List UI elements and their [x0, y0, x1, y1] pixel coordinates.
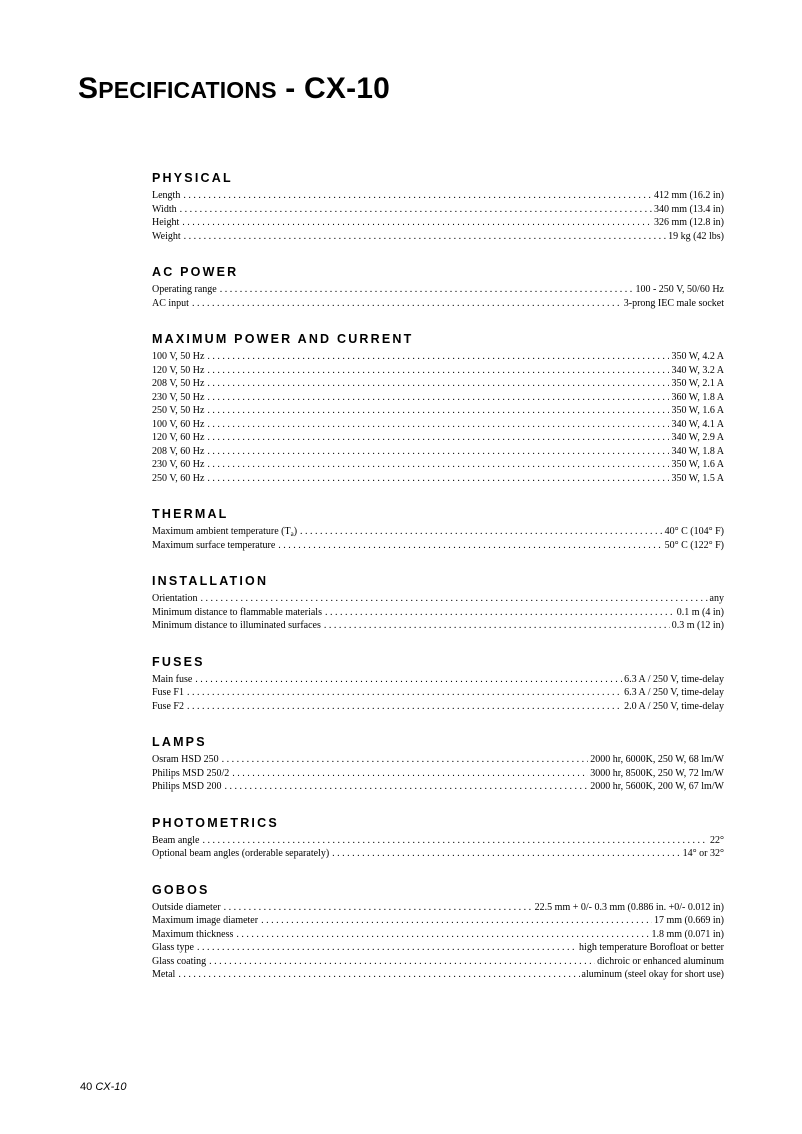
spec-row: [152, 377, 724, 391]
spec-label: Height: [152, 217, 180, 228]
spec-value: 6.3 A / 250 V, time-delay: [624, 673, 724, 685]
title-initial: S: [78, 72, 99, 105]
spec-value: 2000 hr, 5600K, 200 W, 67 lm/W: [590, 781, 724, 792]
spec-row: [152, 619, 724, 633]
spec-row: [152, 350, 724, 364]
spec-value: 350 W, 2.1 A: [671, 378, 724, 389]
spec-value: dichroic or enhanced aluminum: [597, 955, 724, 967]
dot-leader: [207, 418, 669, 432]
spec-row: [152, 780, 724, 794]
dot-leader: [187, 700, 622, 714]
spec-row: [152, 606, 724, 620]
spec-value: 6.3 A / 250 V, time-delay: [624, 687, 724, 698]
spec-label: Length: [152, 190, 181, 201]
spec-row: [152, 901, 724, 915]
spec-value: high temperature Borofloat or better: [579, 942, 724, 953]
spec-row: [152, 968, 724, 982]
spec-row: [152, 189, 724, 203]
spec-value: 350 W, 4.2 A: [671, 351, 724, 362]
dot-leader: [207, 404, 669, 418]
spec-label: Glass type: [152, 942, 194, 953]
section-installation: [152, 573, 724, 633]
spec-row: [152, 767, 724, 781]
dot-leader: [325, 606, 675, 620]
spec-value: 3000 hr, 8500K, 250 W, 72 lm/W: [590, 767, 724, 779]
dot-leader: [209, 955, 595, 969]
dot-leader: [207, 472, 669, 486]
dot-leader: [207, 458, 669, 472]
dot-leader: [222, 753, 589, 767]
spec-row: [152, 230, 724, 244]
spec-row: [152, 472, 724, 486]
spec-row: [152, 847, 724, 861]
spec-value: 340 W, 2.9 A: [671, 432, 724, 443]
section-heading: PHOTOMETRICS: [152, 815, 279, 830]
spec-value: 17 mm (0.669 in): [654, 915, 724, 926]
spec-row: [152, 673, 724, 687]
page-title: [78, 72, 390, 106]
dot-leader: [197, 941, 577, 955]
dot-leader: [207, 350, 669, 364]
spec-value: 40° C (104° F): [664, 526, 724, 537]
spec-value: 1.8 mm (0.071 in): [651, 928, 724, 940]
spec-row: [152, 216, 724, 230]
dot-leader: [224, 780, 588, 794]
spec-label: Fuse F1: [152, 687, 184, 698]
spec-label: Maximum image diameter: [152, 915, 259, 926]
spec-row: [152, 391, 724, 405]
dot-leader: [182, 216, 652, 230]
spec-value: 0.3 m (12 in): [671, 620, 724, 631]
page-number: 40: [80, 1081, 93, 1093]
spec-row: [152, 941, 724, 955]
section-ac-power: [152, 264, 724, 310]
spec-row: [152, 914, 724, 928]
dot-leader: [195, 673, 622, 687]
section-heading: LAMPS: [152, 735, 207, 749]
spec-row: [152, 753, 724, 767]
spec-label: 250 V, 50 Hz: [152, 405, 205, 416]
spec-value: 100 - 250 V, 50/60 Hz: [635, 284, 724, 295]
spec-row: [152, 539, 724, 553]
spec-row: [152, 283, 724, 297]
spec-row: [152, 592, 724, 606]
spec-label: 100 V, 50 Hz: [152, 351, 205, 362]
spec-list: [152, 170, 724, 1003]
dot-leader: [183, 189, 652, 203]
spec-value: 19 kg (42 lbs): [668, 230, 724, 242]
section-heading: GOBOS: [152, 882, 210, 897]
section-physical: [152, 170, 724, 243]
spec-row: [152, 700, 724, 714]
section-thermal: [152, 506, 724, 552]
spec-label: Outside diameter: [152, 901, 221, 913]
title-model: - CX-10: [276, 72, 391, 105]
page-footer: [80, 1081, 127, 1093]
spec-label-end: ): [293, 526, 298, 537]
spec-label: Beam angle: [152, 834, 200, 846]
spec-row: [152, 431, 724, 445]
spec-value: aluminum (steel okay for short use): [581, 969, 724, 980]
spec-label: Fuse F2: [152, 700, 184, 712]
spec-value: 3-prong IEC male socket: [623, 297, 724, 309]
spec-label-text: Maximum ambient temperature (T: [152, 526, 291, 537]
dot-leader: [192, 297, 622, 311]
spec-value: 340 W, 4.1 A: [671, 418, 724, 430]
spec-label: 230 V, 60 Hz: [152, 459, 205, 470]
spec-value: 22.5 mm + 0/- 0.3 mm (0.886 in. +0/- 0.012 in): [534, 901, 724, 913]
section-photometrics: [152, 815, 724, 861]
spec-value: 340 W, 3.2 A: [671, 364, 724, 376]
spec-label: Minimum distance to flammable materials: [152, 606, 322, 618]
spec-label: Maximum surface temperature: [152, 539, 276, 551]
dot-leader: [180, 203, 652, 217]
dot-leader: [178, 968, 579, 982]
spec-value: 350 W, 1.6 A: [671, 405, 724, 416]
dot-leader: [332, 847, 681, 861]
dot-leader: [187, 686, 622, 700]
spec-label: 230 V, 50 Hz: [152, 391, 205, 403]
spec-label: Weight: [152, 230, 181, 242]
spec-value: any: [709, 593, 724, 604]
spec-label: Minimum distance to illuminated surfaces: [152, 620, 321, 631]
spec-label-subscript: a: [290, 530, 294, 538]
spec-row: [152, 404, 724, 418]
section-heading: INSTALLATION: [152, 574, 269, 588]
spec-label: 120 V, 50 Hz: [152, 364, 205, 376]
spec-value: 360 W, 1.8 A: [671, 391, 724, 403]
dot-leader: [224, 901, 533, 915]
spec-row: [152, 364, 724, 378]
spec-label: 208 V, 50 Hz: [152, 378, 205, 389]
spec-row: [152, 445, 724, 459]
spec-value: 350 W, 1.5 A: [671, 472, 724, 484]
section-gobos: [152, 882, 724, 982]
spec-label: Orientation: [152, 593, 198, 604]
spec-label: Operating range: [152, 284, 217, 295]
spec-label: [152, 525, 300, 539]
dot-leader: [220, 283, 634, 297]
section-heading: THERMAL: [152, 507, 229, 521]
dot-leader: [207, 445, 669, 459]
spec-label: AC input: [152, 297, 189, 309]
spec-row: [152, 834, 724, 848]
dot-leader: [202, 834, 708, 848]
spec-row: [152, 458, 724, 472]
spec-row: [152, 297, 724, 311]
spec-value: 2.0 A / 250 V, time-delay: [624, 700, 724, 712]
spec-label: 208 V, 60 Hz: [152, 445, 205, 457]
spec-label: Metal: [152, 969, 176, 980]
section-heading: PHYSICAL: [152, 171, 233, 185]
spec-value: 326 mm (12.8 in): [654, 217, 724, 228]
spec-row: [152, 686, 724, 700]
dot-leader: [300, 525, 663, 539]
dot-leader: [261, 914, 652, 928]
spec-label: Philips MSD 250/2: [152, 767, 230, 779]
spec-value: 340 W, 1.8 A: [671, 445, 724, 457]
spec-label: Osram HSD 250: [152, 754, 219, 765]
section-fuses: [152, 654, 724, 714]
dot-leader: [207, 377, 669, 391]
spec-row: [152, 418, 724, 432]
dot-leader: [184, 230, 667, 244]
spec-value: 50° C (122° F): [664, 539, 724, 551]
dot-leader: [236, 928, 649, 942]
spec-label: Philips MSD 200: [152, 781, 222, 792]
spec-value: 350 W, 1.6 A: [671, 459, 724, 470]
dot-leader: [207, 364, 669, 378]
dot-leader: [207, 431, 669, 445]
spec-row: [152, 525, 724, 539]
spec-label: Optional beam angles (orderable separately): [152, 848, 330, 859]
dot-leader: [207, 391, 669, 405]
spec-row: [152, 928, 724, 942]
spec-label: Maximum thickness: [152, 928, 234, 940]
title-rest: PECIFICATIONS: [98, 77, 277, 103]
dot-leader: [201, 592, 708, 606]
spec-label: Width: [152, 203, 177, 215]
section-lamps: [152, 734, 724, 794]
spec-value: 14° or 32°: [682, 848, 724, 859]
footer-product: CX-10: [95, 1081, 127, 1093]
spec-label: 250 V, 60 Hz: [152, 472, 205, 484]
spec-label: Main fuse: [152, 673, 193, 685]
dot-leader: [278, 539, 662, 553]
spec-value: 22°: [710, 834, 724, 846]
dot-leader: [232, 767, 588, 781]
section-heading: AC POWER: [152, 265, 239, 279]
section-heading: MAXIMUM POWER AND CURRENT: [152, 332, 414, 346]
spec-value: 0.1 m (4 in): [676, 606, 724, 618]
spec-value: 340 mm (13.4 in): [654, 203, 724, 215]
spec-value: 412 mm (16.2 in): [654, 190, 724, 201]
spec-label: 100 V, 60 Hz: [152, 418, 205, 430]
spec-label: Glass coating: [152, 955, 207, 967]
spec-row: [152, 955, 724, 969]
spec-row: [152, 203, 724, 217]
section-heading: FUSES: [152, 654, 205, 669]
spec-value: 2000 hr, 6000K, 250 W, 68 lm/W: [590, 754, 724, 765]
section-maximum-power-and-current: [152, 331, 724, 485]
dot-leader: [324, 619, 670, 633]
spec-label: 120 V, 60 Hz: [152, 432, 205, 443]
